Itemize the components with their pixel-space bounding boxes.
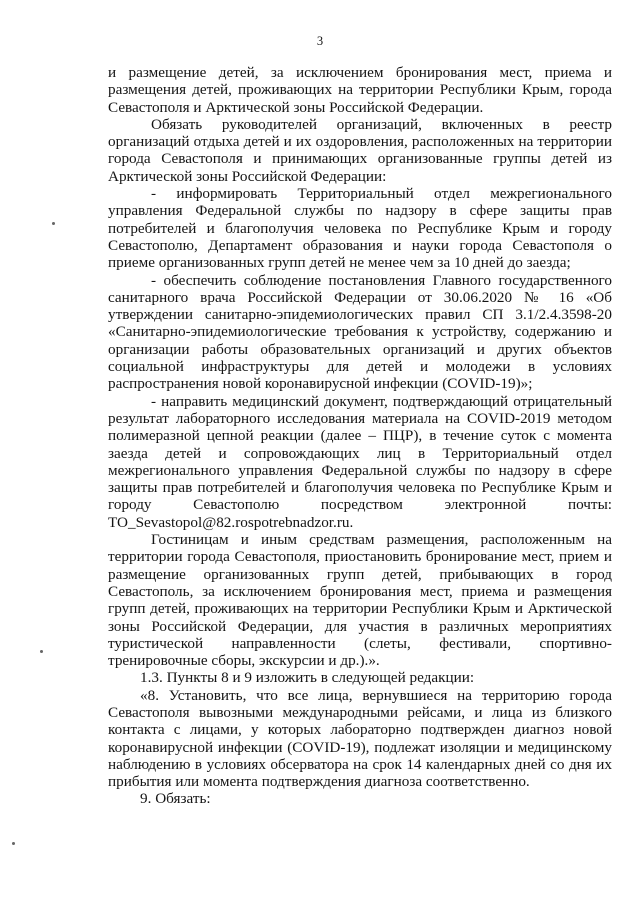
paragraph-send-document: - направить медицинский документ, подтверждающий отрицательный результат лабораторного исследования материала на COVID-2019 методом полимеразной цепной реакции (далее – ПЦР), в течение суток с момента заезда детей и сопровождающих лиц в Территориальный отдел межрегионального управления Федеральной службы по надзору в сфере защиты прав потребителей и благополучия человека по Республике Крым и городу Севастополю посредством электронной почты: TO_Sevastopol@82.rospotrebnadzor.ru. bbox=[108, 392, 612, 531]
paragraph-item-9: 9. Обязать: bbox=[140, 790, 211, 808]
paragraph-item-8: «8. Установить, что все лица, вернувшиеся на территорию города Севастополя вывозными международными рейсами, и лица из близкого контакта с лицами, у которых лабораторно подтвержден диагноз новой коронавирусной инфекции (COVID-19), подлежат изоляции и медицинскому наблюдению в условиях обсерватора на срок 14 календарных дней со дня их прибытия или момента подтверждения диагноза соответственно. bbox=[108, 686, 612, 791]
paragraph-inform: - информировать Территориальный отдел межрегионального управления Федеральной службы по надзору в сфере защиты прав потребителей и благополучия человека по Республике Крым и городу Севастополю, Департамент образования и науки города Севастополя о приеме организованных групп детей не менее чем за 10 дней до заезда; bbox=[108, 185, 612, 272]
paragraph-obligate-organizations: Обязать руководителей организаций, включенных в реестр организаций отдыха детей и их оздоровления, расположенных на территории города Севастополя и принимающих организованные группы детей из Арктической зоны Российской Федерации: bbox=[108, 115, 612, 185]
paragraph-clause-1-3: 1.3. Пункты 8 и 9 изложить в следующей редакции: bbox=[140, 669, 475, 687]
paragraph-ensure-compliance: - обеспечить соблюдение постановления Главного государственного санитарного врача Российской Федерации от 30.06.2020 № 16 «Об утверждении санитарно-эпидемиологических правил СП 3.1/2.4.3598-20 «Санитарно-эпидемиологические требования к устройству, содержанию и организации работы образовательных организаций и других объектов социальной инфраструктуры для детей и молодежи в условиях распространения новой коронавирусной инфекции (COVID-19)»; bbox=[108, 271, 612, 393]
scan-speck bbox=[12, 842, 15, 845]
scan-speck bbox=[40, 650, 43, 653]
page-number: 3 bbox=[316, 34, 324, 48]
paragraph-hotels: Гостиницам и иным средствам размещения, расположенным на территории города Севастополя, приостановить бронирование мест, прием и размещение организованных групп детей, прибывающих в город Севастополь, за исключением бронирования мест, приема и размещения групп детей, проживающих на территории Республики Крым и Арктической зоны Российской Федерации, для участия в различных мероприятиях туристической направленности (слеты, фестивали, спортивно-тренировочные сборы, экскурсии и др.).». bbox=[108, 531, 612, 670]
paragraph-continuation: и размещение детей, за исключением бронирования мест, приема и размещения детей, проживающих на территории Республики Крым, города Севастополя и Арктической зоны Российской Федерации. bbox=[108, 64, 612, 116]
scan-speck bbox=[52, 222, 55, 225]
document-body bbox=[108, 64, 612, 808]
